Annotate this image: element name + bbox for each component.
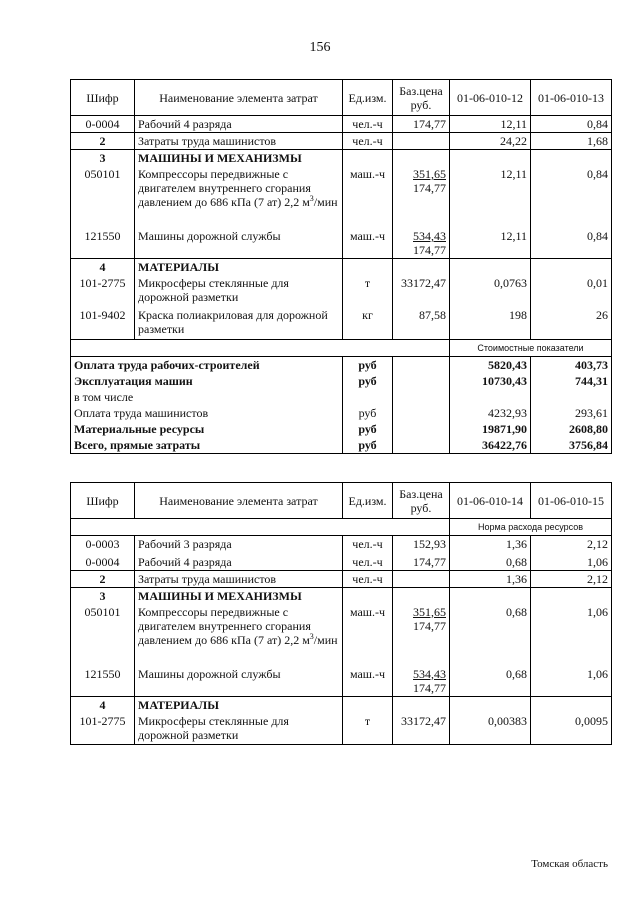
header-col-a: 01-06-010-14 bbox=[450, 483, 531, 519]
summary-row: Всего, прямые затраты руб 36422,76 3756,84 bbox=[71, 437, 612, 454]
table-row: 121550 Машины дорожной службы маш.-ч 534,43 174,77 0,68 1,06 bbox=[71, 666, 612, 697]
section-row: 3 МАШИНЫ И МЕХАНИЗМЫ bbox=[71, 587, 612, 604]
section-row: 4 МАТЕРИАЛЫ bbox=[71, 696, 612, 713]
summary-row: в том числе bbox=[71, 389, 612, 405]
table-row: 0-0003 Рабочий 3 разряда чел.-ч 152,93 1,36 2,12 bbox=[71, 536, 612, 554]
norm-label: Норма расхода ресурсов bbox=[450, 519, 612, 536]
table-row: 0-0004 Рабочий 4 разряда чел.-ч 174,77 12,11 0,84 bbox=[71, 116, 612, 133]
table-row: 2 Затраты труда машинистов чел.-ч 24,22 1,68 bbox=[71, 133, 612, 150]
header-col-b: 01-06-010-15 bbox=[531, 483, 612, 519]
table-row: 101-9402 Краска полиакриловая для дорожной разметки кг 87,58 198 26 bbox=[71, 307, 612, 339]
resource-table-1 bbox=[70, 79, 612, 454]
cost-indicators-label: Стоимостные показатели bbox=[450, 339, 612, 356]
table-row: 0-0004 Рабочий 4 разряда чел.-ч 174,77 0,68 1,06 bbox=[71, 554, 612, 571]
page-number: 156 bbox=[309, 40, 331, 55]
item-name: Компрессоры передвижные с двигателем внутреннего сгорания давлением до 686 кПа (7 ат) 2,2 $м^3$/мин bbox=[135, 166, 343, 228]
section-row: 4 МАТЕРИАЛЫ bbox=[71, 259, 612, 276]
table-row: 101-2775 Микросферы стеклянные для дорожной разметки т 33172,47 0,00383 0,0095 bbox=[71, 713, 612, 745]
table-header bbox=[71, 483, 612, 519]
summary-row: Оплата труда рабочих-строителей руб 5820,43 403,73 bbox=[71, 356, 612, 373]
table-row: 121550 Машины дорожной службы маш.-ч 534,43 174,77 12,11 0,84 bbox=[71, 228, 612, 259]
table-row: 101-2775 Микросферы стеклянные для дорожной разметки т 33172,47 0,0763 0,01 bbox=[71, 275, 612, 307]
summary-row: Эксплуатация машин руб 10730,43 744,31 bbox=[71, 373, 612, 389]
resource-table-2 bbox=[70, 482, 612, 745]
table-row: 050101 Компрессоры передвижные с двигателем внутреннего сгорания давлением до 686 кПа (7 ат) 2,2 $м^3$/мин маш.-ч 351,65 174,77 0,68 1,06 bbox=[71, 604, 612, 666]
section-row: 3 МАШИНЫ И МЕХАНИЗМЫ bbox=[71, 150, 612, 167]
header-col-b: 01-06-010-13 bbox=[531, 80, 612, 116]
table-header bbox=[71, 80, 612, 116]
header-price: Баз.цена руб. bbox=[393, 80, 450, 116]
header-name: Наименование элемента затрат bbox=[135, 80, 343, 116]
header-unit: Ед.изм. bbox=[343, 483, 393, 519]
summary-row: Оплата труда машинистов руб 4232,93 293,61 bbox=[71, 405, 612, 421]
header-name: Наименование элемента затрат bbox=[135, 483, 343, 519]
header-unit: Ед.изм. bbox=[343, 80, 393, 116]
header-col-a: 01-06-010-12 bbox=[450, 80, 531, 116]
norm-row bbox=[71, 519, 612, 536]
table-row: 2 Затраты труда машинистов чел.-ч 1,36 2,12 bbox=[71, 570, 612, 587]
region-footer: Томская область bbox=[531, 858, 608, 870]
cost-indicators-row bbox=[71, 339, 612, 356]
header-code: Шифр bbox=[71, 80, 135, 116]
table-row: 050101 Компрессоры передвижные с двигателем внутреннего сгорания давлением до 686 кПа (7 ат) 2,2 $м^3$/мин маш.-ч 351,65 174,77 12,11 0,84 bbox=[71, 166, 612, 228]
summary-row: Материальные ресурсы руб 19871,90 2608,80 bbox=[71, 421, 612, 437]
header-price: Баз.цена руб. bbox=[393, 483, 450, 519]
item-name: Компрессоры передвижные с двигателем внутреннего сгорания давлением до 686 кПа (7 ат) 2,2 $м^3$/мин bbox=[135, 604, 343, 666]
header-code: Шифр bbox=[71, 483, 135, 519]
